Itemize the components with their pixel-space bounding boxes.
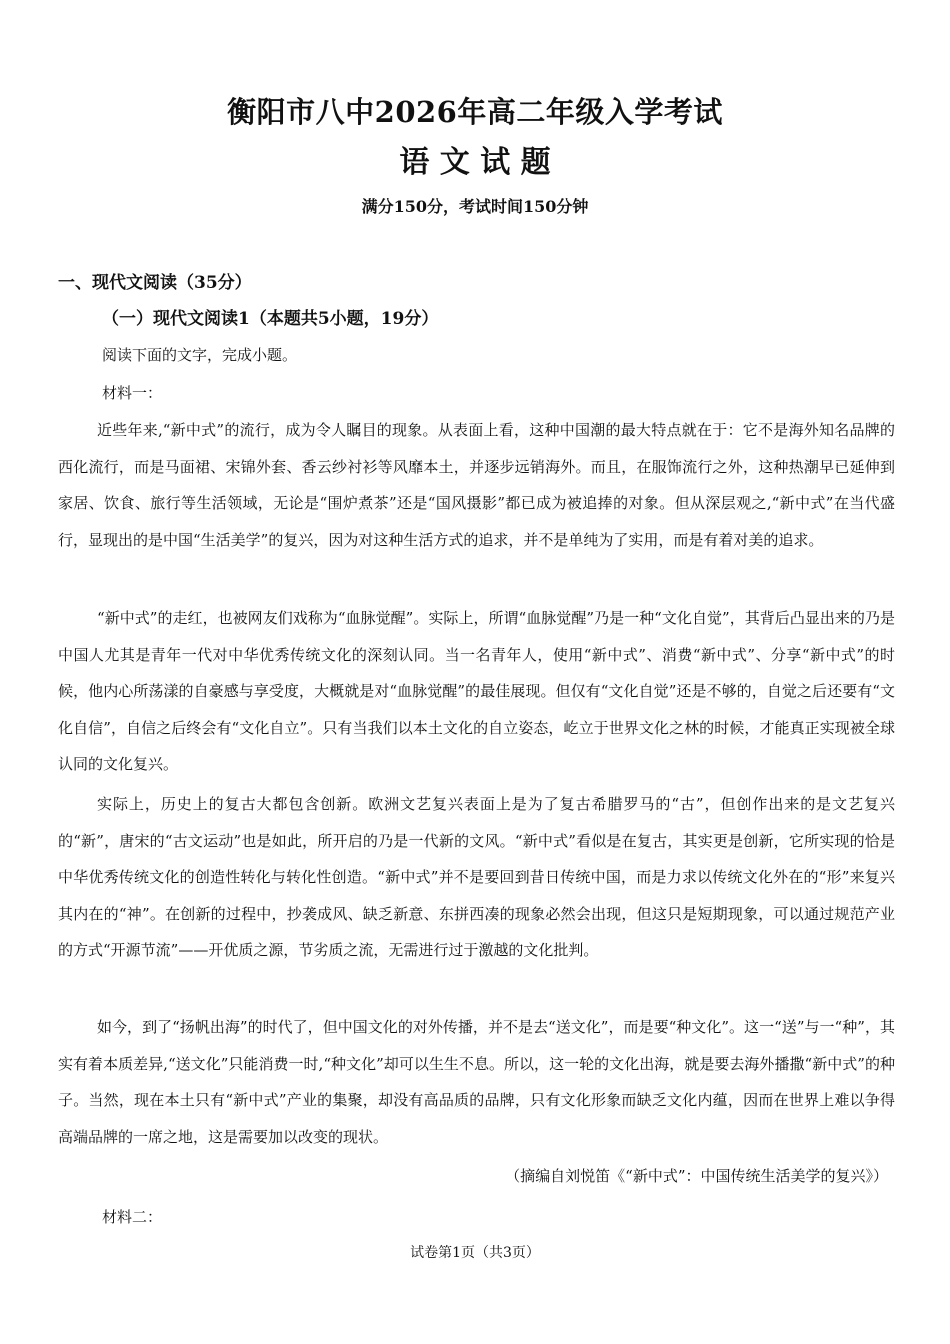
section-heading: 一、现代文阅读（35分） (58, 273, 252, 293)
page-footer: 试卷第1页（共3页） (410, 1245, 540, 1261)
paragraph-1 (58, 412, 895, 558)
subsection-heading: （一）现代文阅读1（本题共5小题，19分） (102, 309, 439, 329)
exam-title: 衡阳市八中2026年高二年级入学考试 (227, 95, 723, 129)
paragraph-3 (58, 786, 895, 969)
reading-instruction: 阅读下面的文字，完成小题。 (102, 346, 298, 364)
paragraph-text: 实际上，历史上的复古大都包含创新。欧洲文艺复兴表面上是为了复古希腊罗马的“古”，但创作出来的是文艺复兴的“新”，唐宋的“古文运动”也是如此，所开启的乃是一代新的文风。“新中式”看似是在复古，其实更是创新，它所实现的恰是中华优秀传统文化的创造性转化与转化性创造。“新中式”并不是要回到昔日传统中国，而是力求以传统文化外在的“形”来复兴其内在的“神”。在创新的过程中，抄袭成风、缺乏新意、东拼西凑的现象必然会出现，但这只是短期现象，可以通过规范产业的方式“开源节流”——开优质之源，节劣质之流，无需进行过于激越的文化批判。 (58, 795, 895, 959)
subject-title: 语 文 试 题 (399, 145, 551, 180)
paragraph-4 (58, 1009, 895, 1155)
source-citation: （摘编自刘悦笛《“新中式”：中国传统生活美学的复兴》） (505, 1167, 888, 1185)
score-info: 满分150分，考试时间150分钟 (361, 197, 589, 216)
paragraph-text: 如今，到了“扬帆出海”的时代了，但中国文化的对外传播，并不是去“送文化”，而是要“种文化”。这一“送”与一“种”，其实有着本质差异,“送文化”只能消费一时,“种文化”却可以生生不息。所以，这一轮的文化出海，就是要去海外播撒“新中式”的种子。当然，现在本土只有“新中式”产业的集聚，却没有高品质的品牌，只有文化形象而缺乏文化内蕴，因而在世界上难以争得高端品牌的一席之地，这是需要加以改变的现状。 (58, 1018, 895, 1146)
paragraph-text: “新中式”的走红，也被网友们戏称为“血脉觉醒”。实际上，所谓“血脉觉醒”乃是一种“文化自觉”，其背后凸显出来的乃是中国人尤其是青年一代对中华优秀传统文化的深刻认同。当一名青年人，使用“新中式”、消费“新中式”、分享“新中式”的时候，他内心所荡漾的自豪感与享受度，大概就是对“血脉觉醒”的最佳展现。但仅有“文化自觉”还是不够的，自觉之后还要有“文化自信”，自信之后终会有“文化自立”。只有当我们以本土文化的自立姿态，屹立于世界文化之林的时候，才能真正实现被全球认同的文化复兴。 (58, 609, 895, 773)
paragraph-text: 近些年来,“新中式”的流行，成为令人瞩目的现象。从表面上看，这种中国潮的最大特点就在于：它不是海外知名品牌的西化流行，而是马面裙、宋锦外套、香云纱衬衫等风靡本土，并逐步远销海外。而且，在服饰流行之外，这种热潮早已延伸到家居、饮食、旅行等生活领域，无论是“围炉煮茶”还是“国风摄影”都已成为被追捧的对象。但从深层观之,“新中式”在当代盛行，显现出的是中国“生活美学”的复兴，因为对这种生活方式的追求，并不是单纯为了实用，而是有着对美的追求。 (58, 421, 895, 549)
material-two-label: 材料二： (102, 1208, 163, 1226)
paragraph-2 (58, 600, 895, 783)
material-one-label: 材料一： (102, 384, 163, 402)
